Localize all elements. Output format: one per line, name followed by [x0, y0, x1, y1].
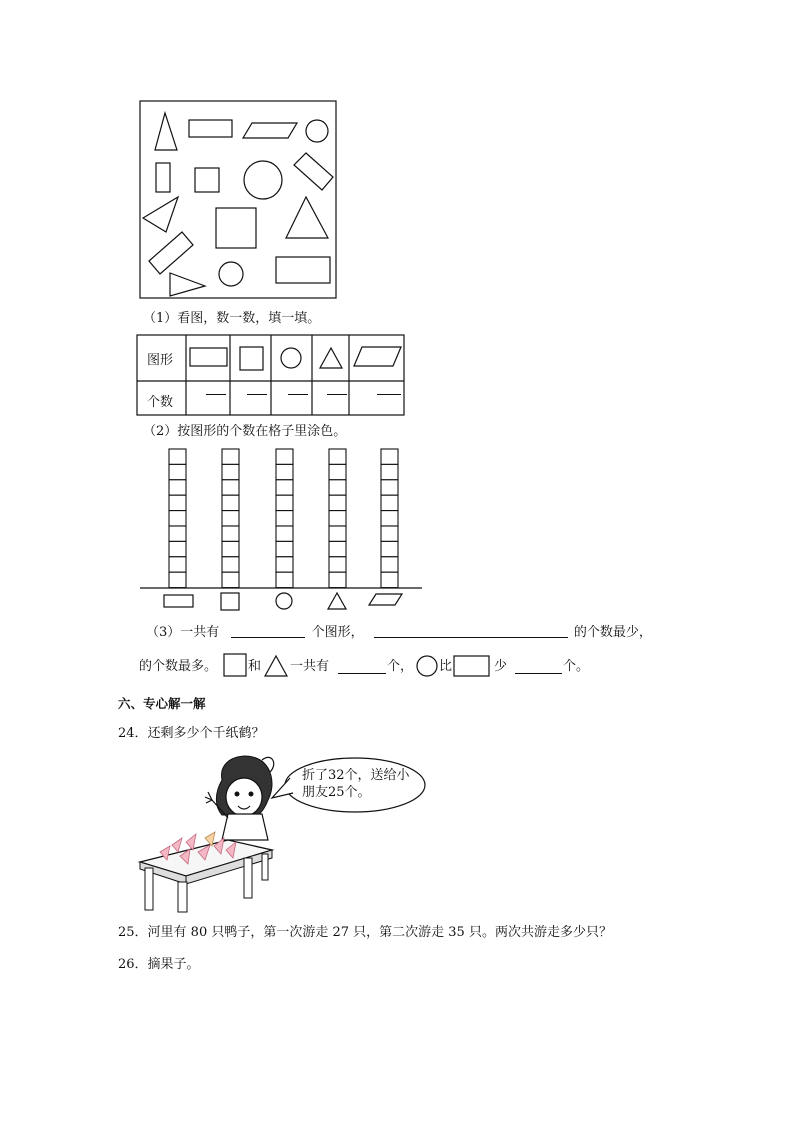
- table-row-label-count: 个数: [147, 395, 174, 410]
- girl-body: [222, 814, 268, 840]
- part3-text-4: 的个数最多。: [139, 659, 218, 674]
- part3-text-6: 一共有: [290, 659, 330, 674]
- part3-text-1: （3）一共有: [146, 625, 220, 640]
- part3-text-9: 少: [494, 659, 508, 674]
- part2-prompt: （2）按图形的个数在格子里涂色。: [143, 424, 347, 439]
- speech-bubble-line2: 朋友25个。: [302, 785, 371, 800]
- section-title: 六、专心解一解: [118, 696, 206, 711]
- girl-face: [226, 778, 262, 816]
- table-leg: [145, 868, 153, 910]
- question-25: 25．河里有 80 只鸭子，第一次游走 27 只，第二次游走 35 只。两次共游走多少只？: [118, 925, 612, 940]
- question-24: 24．还剩多少个千纸鹤？: [118, 726, 265, 741]
- table-leg: [262, 854, 268, 880]
- table-row-label-shape: 图形: [147, 353, 174, 368]
- table-leg: [178, 882, 187, 912]
- part3-text-10: 个。: [563, 659, 590, 674]
- speech-bubble-line1: 折了32个，送给小: [302, 768, 410, 783]
- part3-text-7: 个，: [387, 659, 414, 674]
- part3-text-8: 比: [439, 659, 453, 674]
- part1-prompt: （1）看图，数一数，填一填。: [143, 311, 321, 326]
- table-leg: [244, 858, 252, 898]
- part3-text-2: 个图形，: [311, 625, 364, 640]
- part3-text-3: 的个数最少，: [573, 625, 652, 640]
- part3-text-5: 和: [248, 659, 262, 674]
- question-26: 26．摘果子。: [118, 957, 200, 972]
